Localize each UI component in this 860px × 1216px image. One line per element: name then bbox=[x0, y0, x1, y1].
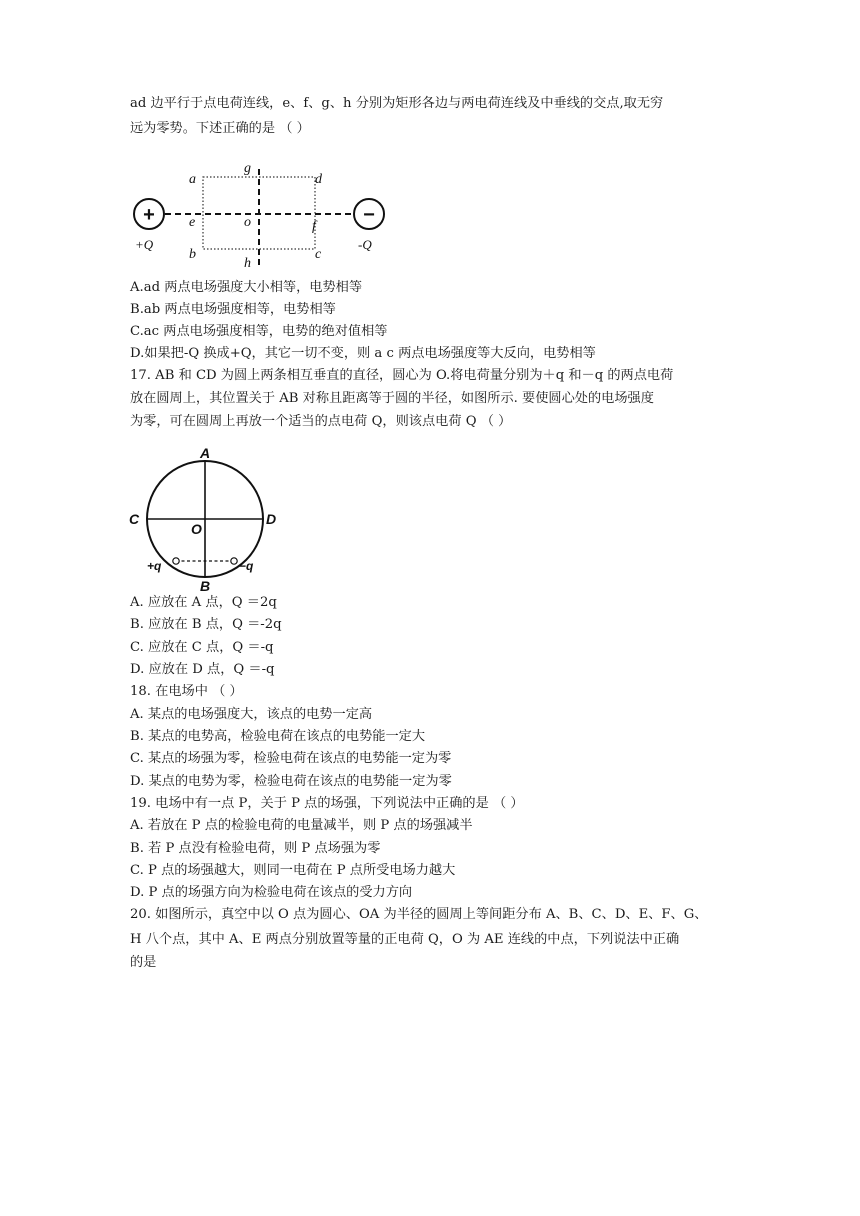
option-d-16: D.如果把-Q 换成+Q，其它一切不变，则 a c 两点电场强度等大反向，电势相等 bbox=[130, 346, 596, 361]
label-d: d bbox=[315, 172, 322, 187]
option-c-16: C.ac 两点电场强度相等，电势的绝对值相等 bbox=[130, 324, 388, 339]
text-line: 为零，可在圆周上再放一个适当的点电荷 Q，则该点电荷 Q （ ） bbox=[130, 414, 512, 429]
option-a-18: A. 某点的电场强度大，该点的电势一定高 bbox=[130, 707, 373, 722]
label-g: g bbox=[244, 161, 251, 176]
label-minus-q: -Q bbox=[358, 237, 372, 252]
label-o: o bbox=[244, 215, 251, 230]
figure-charges-rectangle bbox=[125, 155, 400, 275]
positive-charge-sign: + bbox=[143, 204, 155, 226]
label-plus-q: +Q bbox=[135, 237, 154, 252]
charge-minus-q bbox=[231, 558, 237, 564]
label-b: b bbox=[189, 247, 196, 262]
label-plus-q: +q bbox=[147, 559, 162, 573]
label-h: h bbox=[244, 256, 251, 271]
question-18: 18. 在电场中 （ ） bbox=[130, 684, 243, 699]
question-17: 17. AB 和 CD 为圆上两条相互垂直的直径，圆心为 O.将电荷量分别为＋q 和－q 的两点电荷 bbox=[130, 368, 674, 383]
figure-circle-charges bbox=[125, 445, 285, 595]
label-A: A bbox=[199, 445, 211, 461]
option-c-18: C. 某点的场强为零，检验电荷在该点的电势能一定为零 bbox=[130, 751, 452, 766]
negative-charge-sign: − bbox=[363, 204, 375, 226]
text-line: 的是 bbox=[130, 955, 157, 970]
option-d-19: D. P 点的场强方向为检验电荷在该点的受力方向 bbox=[130, 885, 413, 900]
option-b-18: B. 某点的电势高，检验电荷在该点的电势能一定大 bbox=[130, 729, 426, 744]
option-c-19: C. P 点的场强越大，则同一电荷在 P 点所受电场力越大 bbox=[130, 863, 456, 878]
option-b-19: B. 若 P 点没有检验电荷，则 P 点场强为零 bbox=[130, 841, 381, 856]
option-c-17: C. 应放在 C 点，Q ＝-q bbox=[130, 640, 274, 655]
label-O: O bbox=[191, 521, 202, 537]
charge-plus-q bbox=[173, 558, 179, 564]
label-minus-q: −q bbox=[239, 559, 254, 573]
question-19: 19. 电场中有一点 P，关于 P 点的场强，下列说法中正确的是 （ ） bbox=[130, 796, 524, 811]
option-b-17: B. 应放在 B 点，Q ＝-2q bbox=[130, 617, 282, 632]
label-c: c bbox=[315, 247, 322, 262]
label-a: a bbox=[189, 172, 196, 187]
label-B: B bbox=[199, 578, 211, 594]
label-D: D bbox=[266, 511, 277, 527]
text-line: ad 边平行于点电荷连线，e、f、g、h 分别为矩形各边与两电荷连线及中垂线的交点,取无穷 bbox=[130, 96, 664, 111]
question-20: 20. 如图所示，真空中以 O 点为圆心、OA 为半径的圆周上等间距分布 A、B、C、D、E、F、G、 bbox=[130, 907, 708, 922]
text-line: H 八个点，其中 A、E 两点分别放置等量的正电荷 Q，O 为 AE 连线的中点，下列说法中正确 bbox=[130, 932, 680, 947]
option-a-19: A. 若放在 P 点的检验电荷的电量减半，则 P 点的场强减半 bbox=[130, 818, 473, 833]
label-f: f bbox=[312, 219, 316, 234]
text-line: 放在圆周上，其位置关于 AB 对称且距离等于圆的半径，如图所示. 要使圆心处的电场强度 bbox=[130, 391, 654, 406]
label-C: C bbox=[129, 511, 140, 527]
option-b-16: B.ab 两点电场强度相等，电势相等 bbox=[130, 302, 336, 317]
option-d-17: D. 应放在 D 点，Q ＝-q bbox=[130, 662, 275, 677]
option-a-17: A. 应放在 A 点，Q ＝2q bbox=[130, 595, 277, 610]
option-d-18: D. 某点的电势为零，检验电荷在该点的电势能一定为零 bbox=[130, 774, 452, 789]
option-a-16: A.ad 两点电场强度大小相等，电势相等 bbox=[130, 280, 363, 295]
text-line: 远为零势。下述正确的是 （ ） bbox=[130, 121, 310, 136]
label-e: e bbox=[189, 215, 196, 230]
